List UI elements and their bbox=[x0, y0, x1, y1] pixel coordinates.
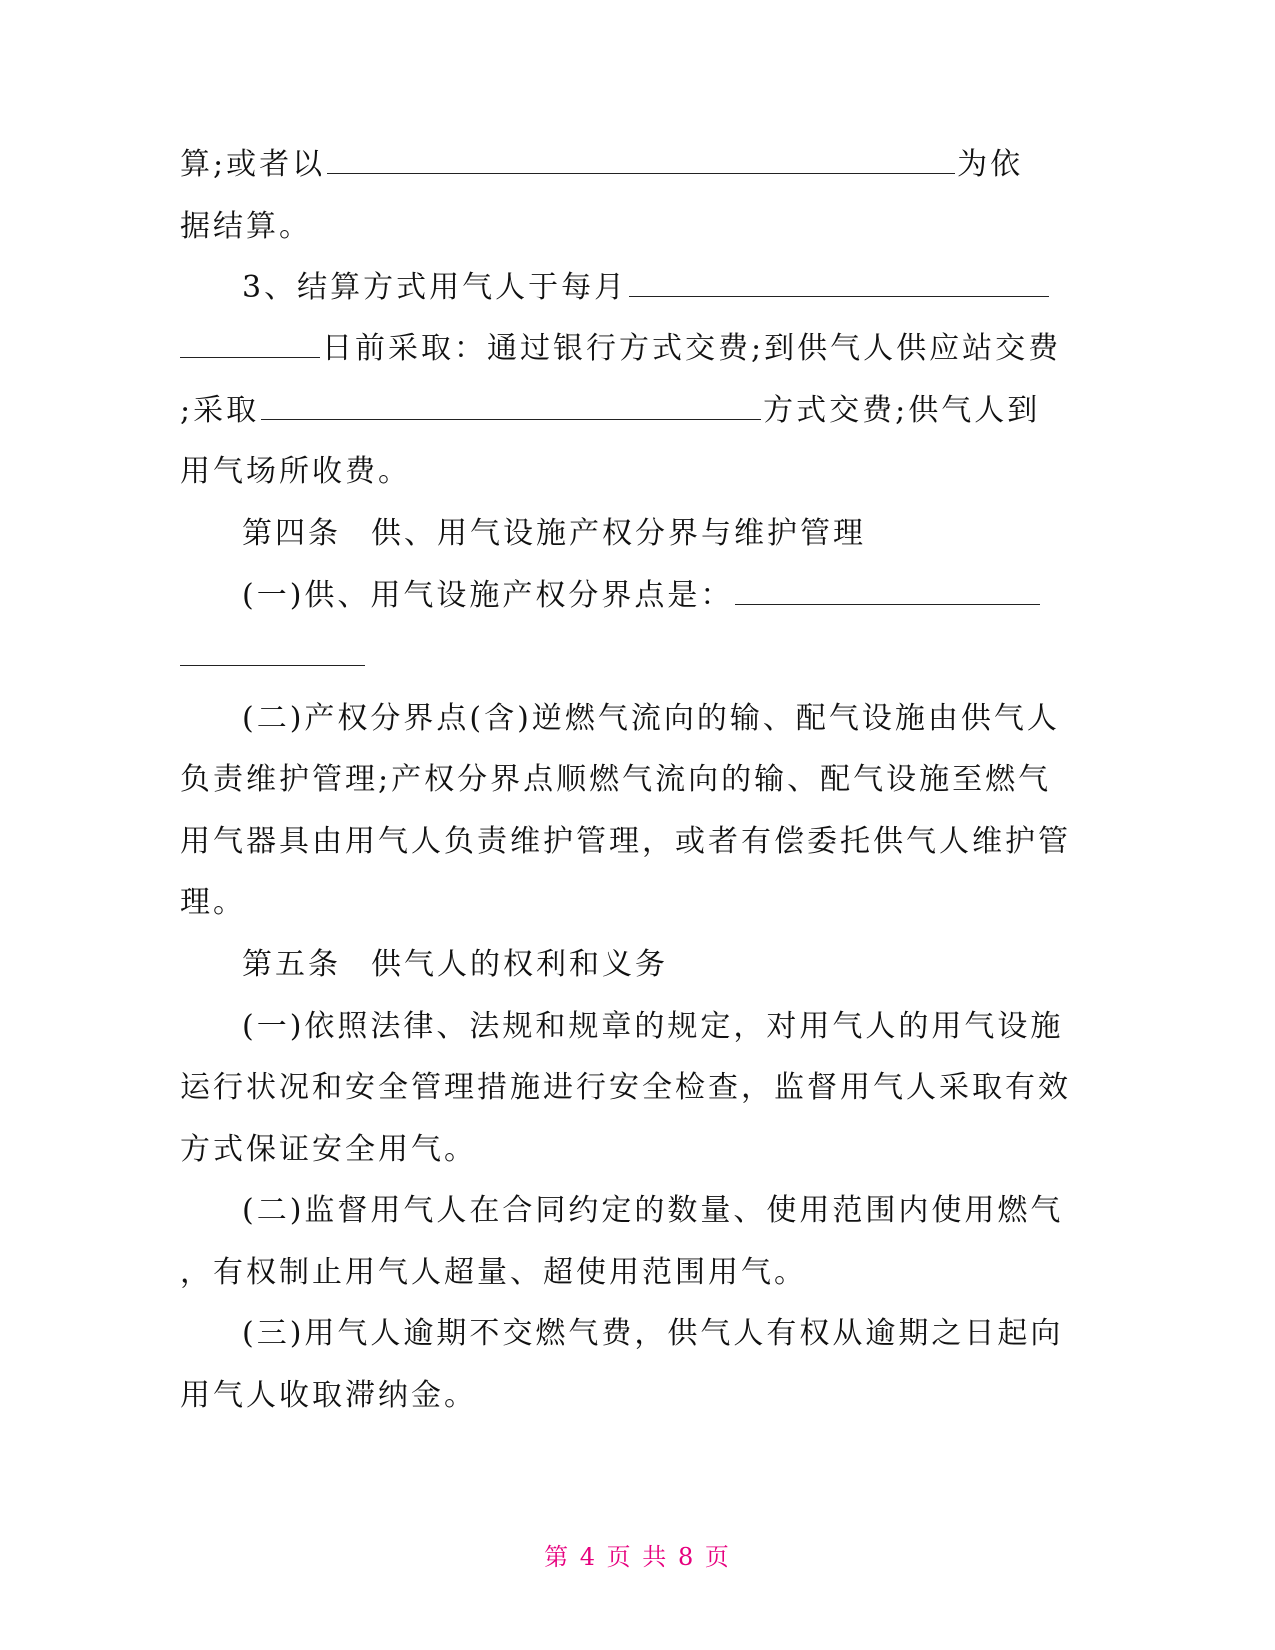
fill-blank bbox=[327, 151, 955, 174]
text-line bbox=[180, 145, 1040, 185]
text-line: 运行状况和安全管理措施进行安全检查，监督用气人采取有效 bbox=[180, 1070, 1071, 1105]
text: 3、结算方式用气人于每月 bbox=[242, 270, 628, 305]
text-line: 理。 bbox=[180, 885, 246, 920]
text-line: 据结算。 bbox=[180, 209, 312, 244]
fill-blank bbox=[629, 274, 1049, 297]
article-title: 供、用气设施产权分界与维护管理 bbox=[371, 516, 866, 551]
text: ;采取 bbox=[180, 393, 260, 428]
section-heading bbox=[242, 514, 1040, 554]
text: 为依 bbox=[957, 147, 1024, 182]
article-title: 供气人的权利和义务 bbox=[371, 947, 668, 982]
fill-blank bbox=[180, 643, 365, 666]
text-line bbox=[242, 576, 1040, 616]
text-line: ，有权制止用气人超量、超使用范围用气。 bbox=[180, 1255, 807, 1290]
text-line: (三)用气人逾期不交燃气费，供气人有权从逾期之日起向 bbox=[242, 1316, 1064, 1351]
text: 日前采取：通过银行方式交费;到供气人供应站交费 bbox=[322, 331, 1062, 366]
fill-blank bbox=[735, 582, 1040, 605]
text: 算;或者以 bbox=[180, 147, 326, 182]
text-line bbox=[180, 391, 1040, 431]
text-line: 负责维护管理;产权分界点顺燃气流向的输、配气设施至燃气 bbox=[180, 762, 1052, 797]
fill-blank bbox=[261, 397, 761, 420]
text-line: (二)产权分界点(含)逆燃气流向的输、配气设施由供气人 bbox=[242, 701, 1060, 736]
text-line: (一)依照法律、法规和规章的规定，对用气人的用气设施 bbox=[242, 1009, 1064, 1044]
text-line: 用气器具由用气人负责维护管理，或者有偿委托供气人维护管 bbox=[180, 824, 1071, 859]
text-line: (二)监督用气人在合同约定的数量、使用范围内使用燃气 bbox=[242, 1193, 1064, 1228]
page-footer: 第 4 页 共 8 页 bbox=[544, 1543, 731, 1571]
article-number: 第四条 bbox=[242, 516, 341, 551]
text: (一)供、用气设施产权分界点是： bbox=[242, 578, 734, 613]
text-line bbox=[180, 329, 1062, 369]
text: 方式交费;供气人到 bbox=[763, 393, 1041, 428]
text-line bbox=[242, 268, 1040, 308]
fill-blank bbox=[180, 335, 320, 358]
text-line bbox=[180, 637, 1040, 677]
text-line: 方式保证安全用气。 bbox=[180, 1132, 477, 1167]
article-number: 第五条 bbox=[242, 947, 341, 982]
section-heading bbox=[242, 945, 1040, 985]
text-line: 用气场所收费。 bbox=[180, 454, 411, 489]
text-line: 用气人收取滞纳金。 bbox=[180, 1378, 477, 1413]
